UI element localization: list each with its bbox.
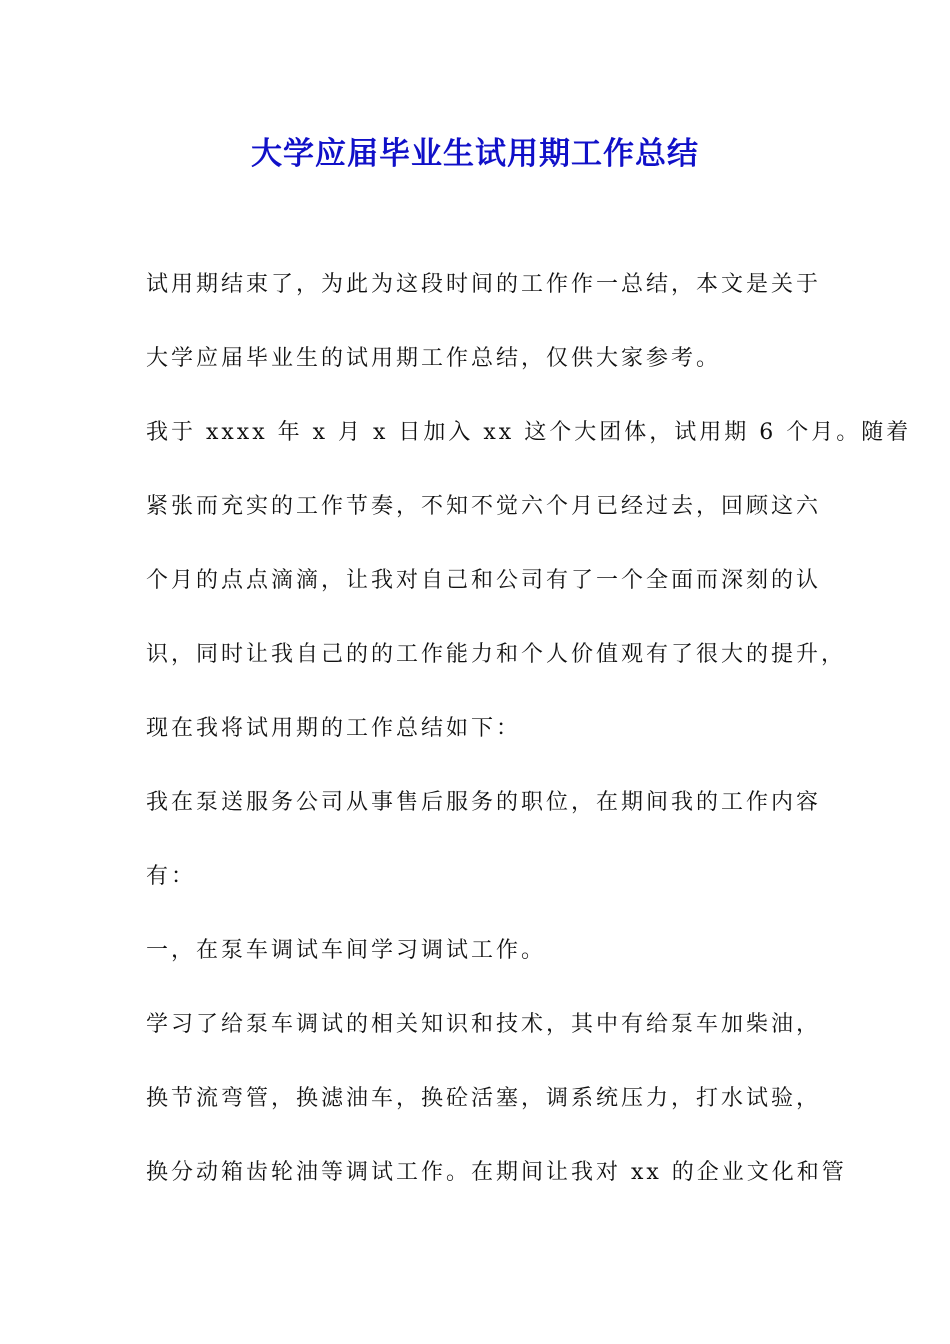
body-line-3: 我于 xxxx 年 x 月 x 日加入 xx 这个大团体，试用期 6 个月。随着 — [146, 420, 912, 445]
body-line-11: 学习了给泵车调试的相关知识和技术，其中有给泵车加柴油， — [146, 1012, 822, 1037]
body-line-2: 大学应届毕业生的试用期工作总结，仅供大家参考。 — [146, 346, 722, 371]
body-line-9: 有： — [146, 864, 197, 889]
body-line-10: 一，在泵车调试车间学习调试工作。 — [146, 938, 547, 963]
body-line-7: 现在我将试用期的工作总结如下： — [146, 716, 522, 741]
document-title: 大学应届毕业生试用期工作总结 — [251, 136, 699, 172]
body-line-13: 换分动箱齿轮油等调试工作。在期间让我对 xx 的企业文化和管 — [146, 1160, 847, 1185]
body-line-5: 个月的点点滴滴，让我对自己和公司有了一个全面而深刻的认 — [146, 568, 822, 593]
body-line-4: 紧张而充实的工作节奏，不知不觉六个月已经过去，回顾这六 — [146, 494, 822, 519]
body-line-8: 我在泵送服务公司从事售后服务的职位，在期间我的工作内容 — [146, 790, 822, 815]
body-line-1: 试用期结束了，为此为这段时间的工作作一总结，本文是关于 — [146, 272, 822, 297]
body-line-6: 识，同时让我自己的的工作能力和个人价值观有了很大的提升， — [146, 642, 847, 667]
body-line-12: 换节流弯管，换滤油车，换砼活塞，调系统压力，打水试验， — [146, 1086, 822, 1111]
